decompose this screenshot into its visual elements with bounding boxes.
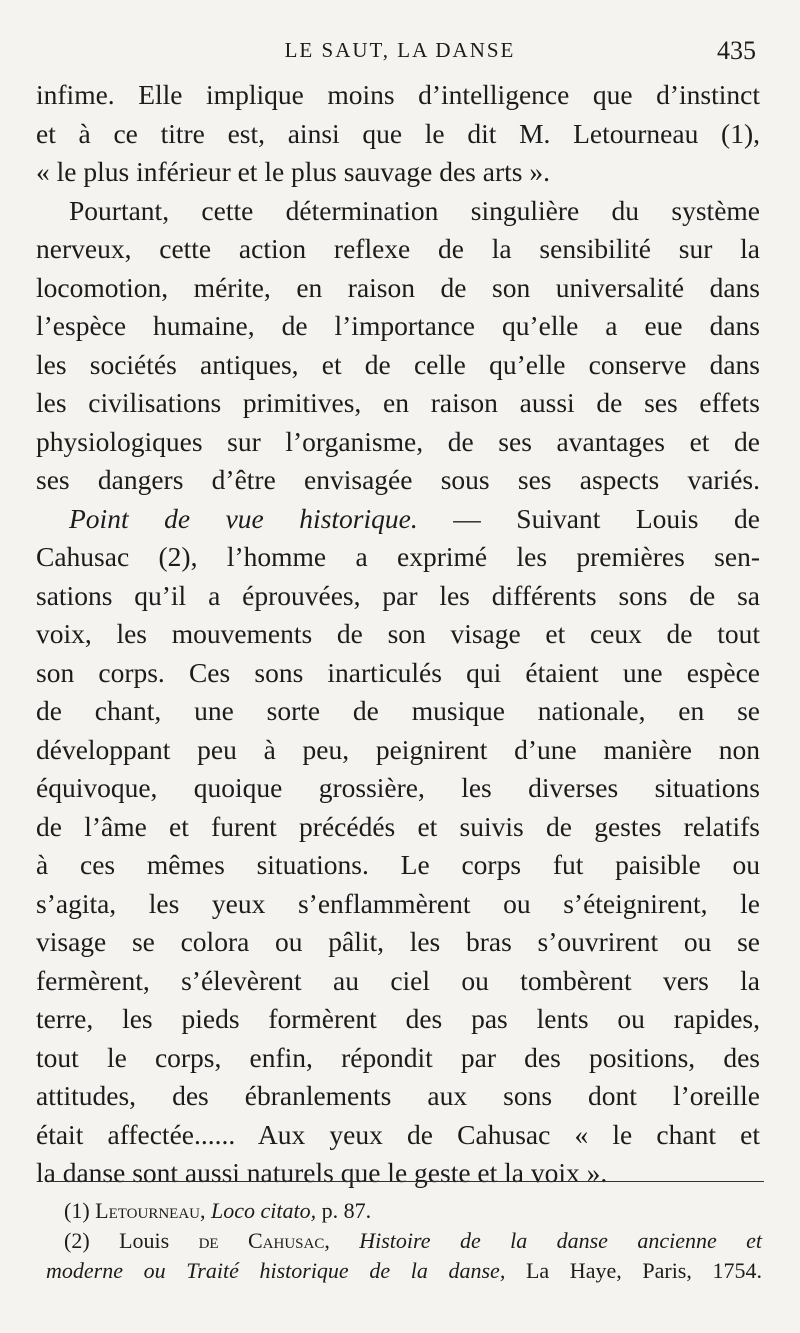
text-line: de l’âme et furent précédés et suivis de gestes relatifs (36, 810, 760, 842)
footnote-title-continued: moderne ou Traité historique de la danse, (46, 1258, 506, 1283)
text-line: physiologiques sur l’organisme, de ses avantages et de (36, 425, 760, 457)
text-line: fermèrent, s’élevèrent au ciel ou tombèrent vers la (36, 964, 760, 996)
footnote-marker: (2) (64, 1228, 90, 1253)
text-line: et à ce titre est, ainsi que le dit M. Letourneau (1), (36, 117, 760, 149)
text-line: attitudes, des ébranlements aux sons dont l’oreille (36, 1080, 760, 1111)
text-line: son corps. Ces sons inarticulés qui étaient une espèce (36, 656, 760, 688)
text-line: développant peu à peu, peignirent d’une manière non (36, 733, 760, 765)
text-line: ses dangers d’être envisagée sous ses aspects variés. (36, 464, 760, 495)
text-line: les civilisations primitives, en raison aussi de ses effets (36, 387, 760, 418)
text-line: « le plus inférieur et le plus sauvage des arts ». (36, 156, 550, 187)
text-line-continuation: — Suivant Louis de (453, 502, 760, 534)
text-line: visage se colora ou pâlit, les bras s’ouvrirent ou se (36, 926, 760, 957)
text-line: de chant, une sorte de musique nationale, en se (36, 695, 760, 726)
text-line: locomotion, mérite, en raison de son universalité dans (36, 271, 760, 303)
text-line: s’agita, les yeux s’enflammèrent ou s’éteignirent, le (36, 887, 760, 919)
text-line: l’espèce humaine, de l’importance qu’elle a eue dans (36, 310, 760, 341)
footnote-publication: La Haye, Paris, 1754. (525, 1258, 763, 1283)
footnote-author: Letourneau, (95, 1198, 206, 1223)
text-line: équivoque, quoique grossière, les diverses situations (36, 772, 760, 803)
footnote-1 (46, 1196, 762, 1226)
text-line: à ces mêmes situations. Le corps fut paisible ou (36, 849, 760, 880)
footnote-author-first: Louis (119, 1228, 170, 1253)
text-line: infime. Elle implique moins d’intelligence que d’instinct (36, 79, 760, 110)
text-line: tout le corps, enfin, répondit par des positions, des (36, 1041, 760, 1073)
footnote-page-ref: p. 87. (321, 1198, 372, 1223)
text-line: la danse sont aussi naturels que le geste et la voix ». (36, 1157, 608, 1188)
text-line: voix, les mouvements de son visage et ceux de tout (36, 618, 760, 649)
footnotes (46, 1196, 762, 1286)
page-header (36, 34, 764, 74)
footnote-2-line-1 (46, 1226, 762, 1256)
footnote-2-line-2 (46, 1256, 762, 1286)
text-line: était affectée...... Aux yeux de Cahusac « le chant et (36, 1118, 760, 1150)
main-text (36, 76, 760, 1193)
section-heading: Point de vue historique. (69, 502, 418, 534)
text-line: terre, les pieds formèrent des pas lents ou rapides, (36, 1003, 760, 1034)
footnote-title: Histoire de la danse ancienne et (359, 1228, 763, 1253)
footnote-title: Loco citato, (210, 1198, 317, 1223)
text-line-with-heading (36, 500, 760, 539)
text-line: les sociétés antiques, et de celle qu’elle conserve dans (36, 348, 760, 380)
running-title: LE SAUT, LA DANSE (284, 38, 516, 62)
page-number: 435 (717, 36, 756, 65)
footnote-author-last: de Cahusac, (198, 1228, 330, 1253)
footnote-divider (50, 1181, 764, 1182)
text-line: sations qu’il a éprouvées, par les différents sons de sa (36, 579, 760, 611)
text-line: nerveux, cette action reflexe de la sensibilité sur la (36, 233, 760, 264)
footnote-marker: (1) (64, 1198, 90, 1223)
text-line: Cahusac (2), l’homme a exprimé les premières sen- (36, 541, 760, 572)
text-line: Pourtant, cette détermination singulière du système (69, 194, 760, 226)
